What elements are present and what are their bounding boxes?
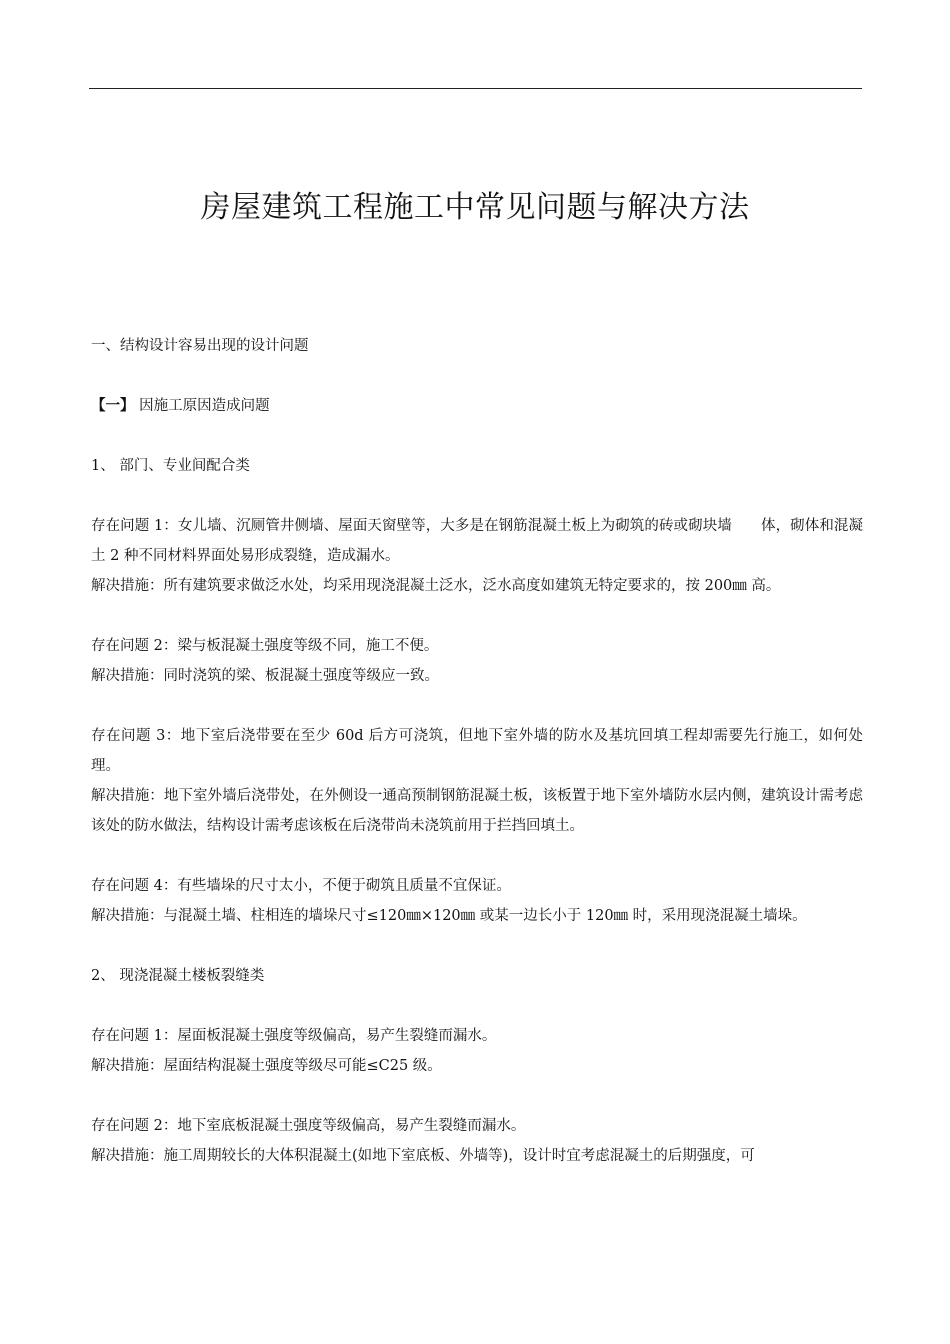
- problem-paragraph: 存在问题 2：梁与板混凝土强度等级不同，施工不便。: [91, 638, 439, 654]
- category-heading-2: 2、 现浇混凝土楼板裂缝类: [91, 968, 265, 984]
- subsection-heading: [91, 391, 863, 421]
- problem-paragraph: 存在问题 1：屋面板混凝土强度等级偏高，易产生裂缝而漏水。: [91, 1028, 497, 1044]
- solution-paragraph: 解决措施：地下室外墙后浇带处，在外侧设一通高预制钢筋混凝土板，该板置于地下室外墙防水层内侧，建筑设计需考虑该处的防水做法，结构设计需考虑该板在后浇带尚未浇筑前用于拦挡回填土。: [91, 788, 863, 834]
- subsection-bracket: 【一】: [91, 397, 135, 414]
- section-heading: 一、结构设计容易出现的设计问题: [91, 338, 309, 354]
- category-heading-1: 1、 部门、专业间配合类: [91, 458, 250, 474]
- problem-paragraph: 存在问题 4：有些墙垛的尺寸太小，不便于砌筑且质量不宜保证。: [91, 878, 511, 894]
- solution-paragraph: 解决措施：所有建筑要求做泛水处，均采用现浇混凝土泛水，泛水高度如建筑无特定要求的，按 200㎜ 高。: [91, 578, 781, 594]
- document-title: 房屋建筑工程施工中常见问题与解决方法: [200, 190, 750, 225]
- problem-paragraph: 存在问题 1：女儿墙、沉厕管井侧墙、屋面天窗壁等，大多是在钢筋混凝土板上为砌筑的砖或砌块墙 体，砌体和混凝土 2 种不同材料界面处易形成裂缝，造成漏水。: [91, 518, 863, 564]
- problem-paragraph: 存在问题 3：地下室后浇带要在至少 60d 后方可浇筑，但地下室外墙的防水及基坑回填工程却需要先行施工，如何处理。: [91, 728, 863, 774]
- header-rule: [89, 88, 862, 89]
- solution-paragraph: 解决措施：屋面结构混凝土强度等级尽可能≤C25 级。: [91, 1058, 442, 1074]
- subsection-text: 因施工原因造成问题: [134, 398, 270, 414]
- solution-paragraph: 解决措施：与混凝土墙、柱相连的墙垛尺寸≤120㎜×120㎜ 或某一边长小于 120㎜ 时，采用现浇混凝土墙垛。: [91, 908, 807, 924]
- document-body: [91, 331, 863, 1171]
- problem-paragraph: 存在问题 2：地下室底板混凝土强度等级偏高，易产生裂缝而漏水。: [91, 1118, 526, 1134]
- solution-paragraph: 解决措施：同时浇筑的梁、板混凝土强度等级应一致。: [91, 668, 439, 684]
- solution-paragraph: 解决措施：施工周期较长的大体积混凝土(如地下室底板、外墙等)，设计时宜考虑混凝土的后期强度，可: [91, 1148, 755, 1164]
